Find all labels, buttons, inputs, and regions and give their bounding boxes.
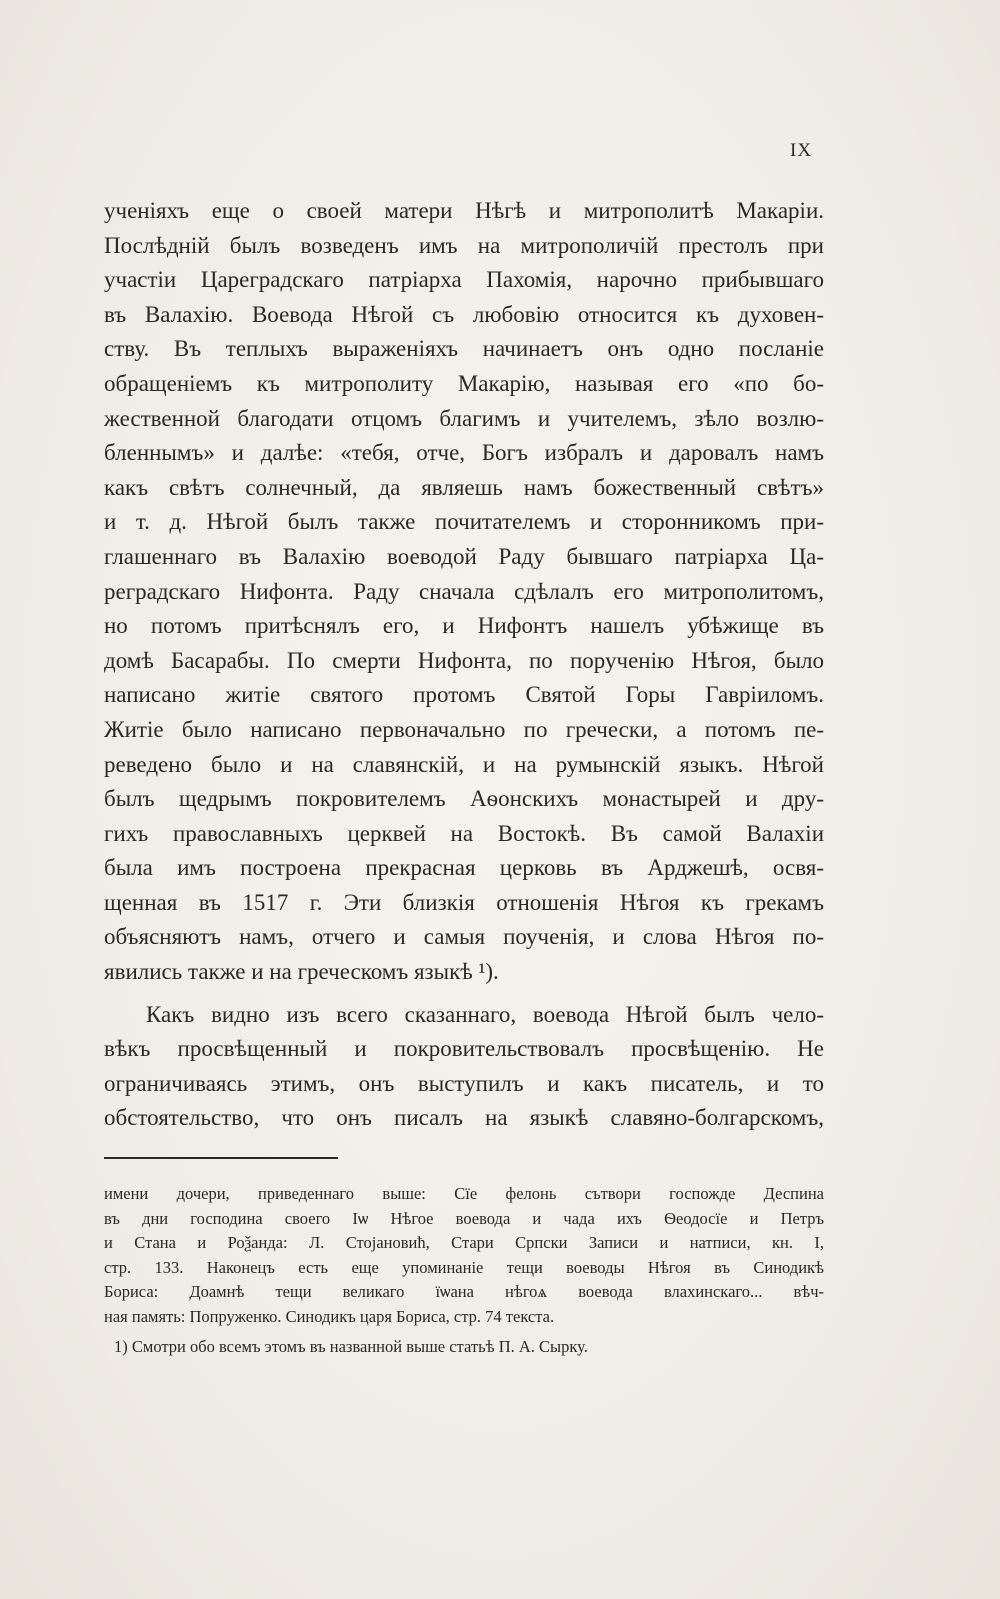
footnote-line: и Стана и Роѯанда: Л. Стојановић, Стари Српски Записи и натписи, кн. I,: [104, 1233, 824, 1252]
footnote-divider: [104, 1157, 338, 1159]
text-line: и т. д. Нѣгой былъ также почитателемъ и сторонникомъ при-: [104, 509, 824, 535]
text-line: глашеннаго въ Валахію воеводой Раду бывшаго патріарха Ца-: [104, 543, 824, 569]
text-line: какъ свѣтъ солнечный, да являешь намъ божественный свѣтъ»: [104, 474, 824, 500]
text-line: написано житіе святого протомъ Святой Горы Гавріиломъ.: [104, 682, 824, 708]
text-line: обстоятельство, что онъ писалъ на языкѣ славяно-болгарскомъ,: [104, 1105, 824, 1131]
footnote-line: въ дни господина своего Іѡ Нѣгое воевода и чада ихъ Ѳеодосїе и Петръ: [104, 1208, 824, 1228]
text-line: въ Валахію. Воевода Нѣгой съ любовію относится къ духовен-: [104, 301, 824, 327]
text-line: гихъ православныхъ церквей на Востокѣ. Въ самой Валахіи: [104, 820, 824, 846]
text-line: вѣкъ просвѣщенный и покровительствовалъ просвѣщенію. Не: [104, 1036, 824, 1062]
page-number: IX: [790, 140, 813, 161]
main-text: [104, 194, 824, 1136]
text-line: Послѣдній былъ возведенъ имъ на митрополичій престолъ при: [104, 232, 824, 258]
footnotes: [104, 1182, 824, 1360]
text-line: былъ щедрымъ покровителемъ Аѳонскихъ монастырей и дру-: [104, 786, 824, 812]
text-line: но потомъ притѣснялъ его, и Нифонтъ нашелъ убѣжище въ: [104, 613, 824, 639]
text-line: явились также и на греческомъ языкѣ ¹).: [104, 959, 499, 985]
footnote-line: имени дочери, приведеннаго выше: Сїе фелонь сътвори госпожде Деспина: [104, 1184, 824, 1203]
text-line: ограничиваясь этимъ, онъ выступилъ и какъ писатель, и то: [104, 1070, 824, 1096]
text-line: щенная въ 1517 г. Эти близкія отношенія Нѣгоя къ грекамъ: [104, 889, 824, 915]
text-line: реведено было и на славянскій, и на румынскій языкъ. Нѣгой: [104, 751, 824, 777]
text-line: Какъ видно изъ всего сказаннаго, воевода Нѣгой былъ чело-: [146, 1001, 824, 1027]
text-line: реградскаго Нифонта. Раду сначала сдѣлалъ его митрополитомъ,: [104, 578, 824, 604]
text-line: Житіе было написано первоначально по гречески, а потомъ пе-: [104, 716, 824, 742]
text-line: была имъ построена прекрасная церковь въ Арджешѣ, освя-: [104, 855, 824, 881]
text-line: участіи Цареградскаго патріарха Пахомія, нарочно прибывшаго: [104, 267, 824, 293]
text-line: жественной благодати отцомъ благимъ и учителемъ, зѣло возлю-: [104, 405, 824, 431]
text-line: домѣ Басарабы. По смерти Нифонта, по порученію Нѣгоя, было: [104, 647, 824, 673]
text-line: обращеніемъ къ митрополиту Макарію, называя его «по бо-: [104, 370, 824, 396]
paragraph: [104, 998, 824, 1136]
footnote-line: стр. 133. Наконецъ есть еще упоминаніе тещи воеводы Нѣгоя въ Синодикѣ: [104, 1257, 824, 1277]
text-line: ству. Въ теплыхъ выраженіяхъ начинаетъ онъ одно посланіе: [104, 336, 824, 362]
text-line: ученіяхъ еще о своей матери Нѣгѣ и митрополитѣ Макаріи.: [104, 198, 824, 223]
footnote-line: ная память: Попруженко. Синодикъ царя Бориса, стр. 74 текста.: [104, 1306, 555, 1326]
footnote-line: Бориса: Доамнѣ тещи великаго їѡана нѣгоѧ воевода влахинскаго... вѣч-: [104, 1282, 824, 1301]
text-line: объясняютъ намъ, отчего и самыя поученія, и слова Нѣгоя по-: [104, 924, 824, 950]
text-line: бленнымъ» и далѣе: «тебя, отче, Богъ избралъ и даровалъ намъ: [104, 440, 824, 466]
footnote-1: 1) Смотри обо всемъ этомъ въ названной выше статьѣ П. А. Сырку.: [114, 1337, 588, 1356]
